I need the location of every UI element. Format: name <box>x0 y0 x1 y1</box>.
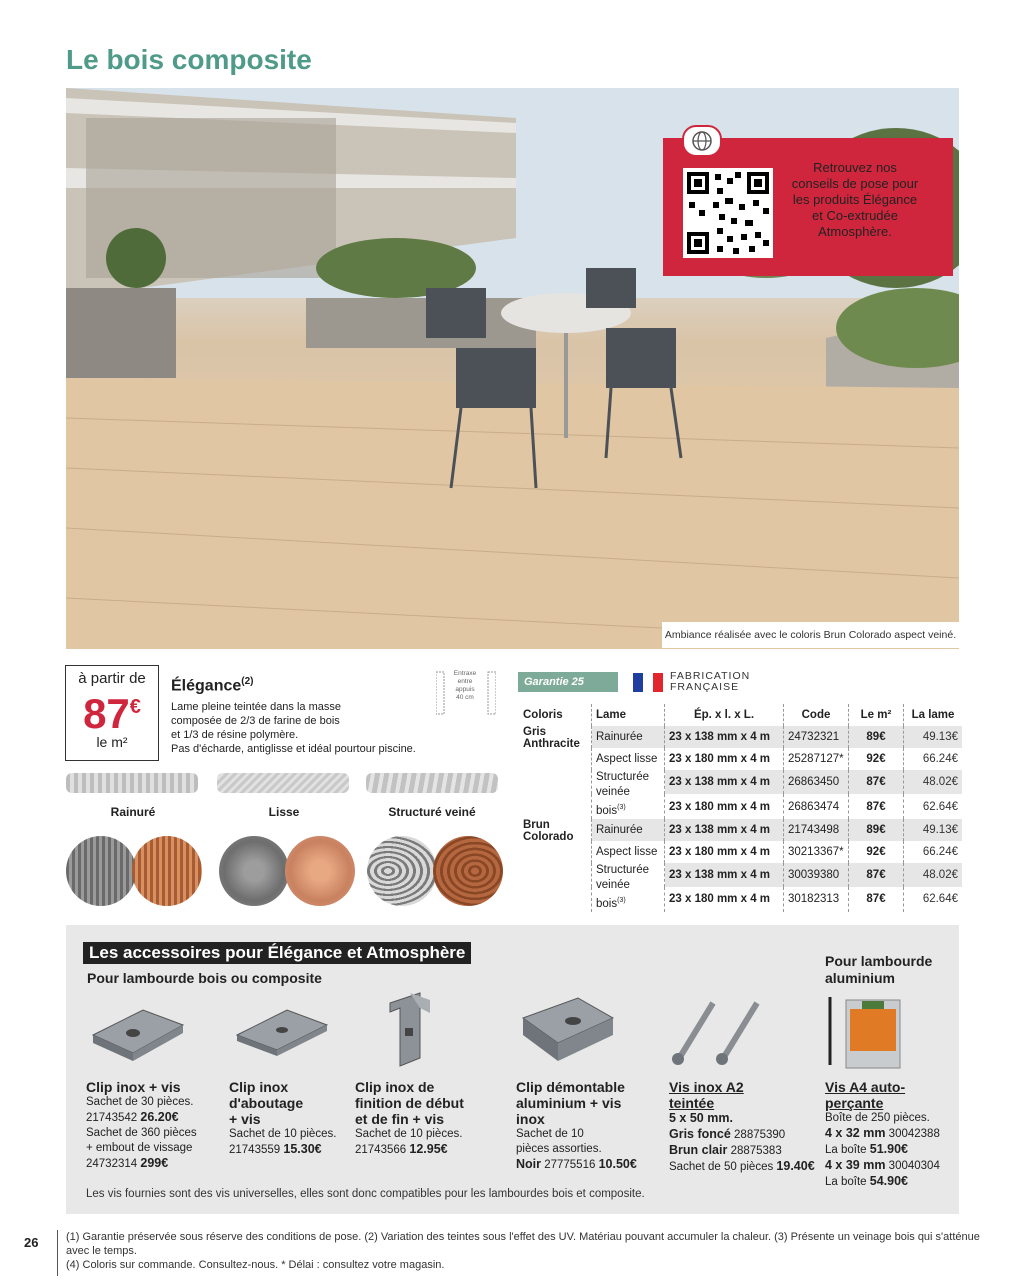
board-rainure <box>66 773 198 793</box>
photo-caption: Ambiance réalisée avec le coloris Brun Colorado aspect veiné. <box>662 622 959 648</box>
swatch-gris-veine <box>367 836 437 906</box>
swatch-gris-lisse <box>219 836 289 906</box>
accessories-note: Les vis fournies sont des vis universelles, elles sont donc compatibles pour les lambourdes bois et composite. <box>86 1188 645 1200</box>
price-box <box>65 665 159 761</box>
swatch-brun-veine <box>433 836 503 906</box>
table-row: Structurée veinée bois$^{(3)}$ 23 x 138 mm x 4 m 30039380 87€ 48.02€ <box>519 863 962 887</box>
accessories-subtitle-alu: Pour lambourde aluminium <box>825 953 933 986</box>
screw-icon <box>668 995 768 1065</box>
accessory-item: Clip démontable aluminium + vis inox Sachet de 10 pièces assorties. Noir 27775516 10.50€ <box>516 1079 637 1171</box>
table-row: 23 x 180 mm x 4 m 26863474 87€ 62.64€ <box>519 794 962 818</box>
screw-box-icon <box>822 995 902 1070</box>
accessory-item: Clip inox d'aboutage + vis Sachet de 10 pièces. 21743559 15.30€ <box>229 1079 337 1156</box>
qr-text: Retrouvez nos conseils de pose pour les produits Élégance et Co-extrudée Atmosphère. <box>791 160 919 239</box>
price-unit: le m² <box>96 734 128 750</box>
swatch-brun-rainure <box>132 836 202 906</box>
table-row: Gris Anthracite Rainurée 23 x 138 mm x 4 m 24732321 89€ 49.13€ <box>519 726 962 748</box>
qr-code[interactable] <box>683 168 773 258</box>
table-row: 23 x 180 mm x 4 m 30182313 87€ 62.64€ <box>519 887 962 911</box>
table-row: Aspect lisse 23 x 180 mm x 4 m 30213367* 92€ 66.24€ <box>519 841 962 863</box>
clip-finition-icon <box>380 988 440 1068</box>
footnotes: (1) Garantie préservée sous réserve des conditions de pose. (2) Variation des teintes sous l'effet des UV. Matériau pouvant accumuler la chaleur. (3) Présente un veinage bois qui s'atténue avec le temps. (4) Coloris sur commande. Consultez-nous. * Délai : consultez votre magasin. <box>66 1231 980 1271</box>
table-row: Aspect lisse 23 x 180 mm x 4 m 25287127* 92€ 66.24€ <box>519 748 962 770</box>
accessory-item: Vis A4 auto-perçante Boîte de 250 pièces. 4 x 32 mm 30042388 La boîte 51.90€ 4 x 39 mm 30040304 La boîte 54.90€ <box>825 1079 940 1188</box>
product-name: Élégance$^{(2)}$ <box>171 676 254 695</box>
fabrication-label: FABRICATION FRANÇAISE <box>670 670 751 693</box>
board-lisse <box>217 773 349 793</box>
entraxe-label: Entraxe entre appuis 40 cm <box>453 670 477 701</box>
finish-label: Structuré veiné <box>388 805 476 819</box>
board-structure <box>366 773 498 793</box>
accessories-title: Les accessoires pour Élégance et Atmosphère <box>83 942 471 964</box>
garantie-badge: Garantie 25 ANS$^{(1)}$ <box>518 672 618 692</box>
table-header-row: Coloris Lame Ép. x l. x L. Code Le m² La lame <box>519 704 962 726</box>
swatch-gris-rainure <box>66 836 136 906</box>
french-flag-icon <box>633 673 663 692</box>
finish-label: Rainuré <box>110 805 156 819</box>
accessory-item: Clip inox de finition de début et de fin + vis Sachet de 10 pièces. 21743566 12.95€ <box>355 1079 464 1156</box>
table-row: Structurée veinée bois$^{(3)}$ 23 x 138 mm x 4 m 26863450 87€ 48.02€ <box>519 770 962 794</box>
spec-table <box>519 704 962 912</box>
page-number: 26 <box>24 1235 39 1250</box>
clip-inox-icon <box>88 995 188 1065</box>
page-title: Le bois composite <box>66 44 312 75</box>
price-value: 87€ <box>83 690 141 737</box>
finish-label: Lisse <box>268 805 300 819</box>
clip-aboutage-icon <box>232 1000 332 1060</box>
table-row: Brun Colorado Rainurée 23 x 138 mm x 4 m 21743498 89€ 49.13€ <box>519 819 962 841</box>
clip-demontable-icon <box>518 993 618 1065</box>
product-description: Lame pleine teintée dans la masse composée de 2/3 de farine de bois et 1/3 de résine polymère. Pas d'écharde, antiglisse et idéal pourtour piscine. <box>171 701 416 755</box>
swatch-brun-lisse <box>285 836 355 906</box>
price-from: à partir de <box>78 670 146 687</box>
accessory-item: Vis inox A2 teintée 5 x 50 mm. Gris foncé 28875390 Brun clair 28875383 Sachet de 50 pièces 19.40€ <box>669 1079 815 1173</box>
accessories-subtitle-wood: Pour lambourde bois ou composite <box>87 970 322 986</box>
footer-divider <box>57 1230 58 1276</box>
accessory-item: Clip inox + vis Sachet de 30 pièces. 21743542 26.20€ Sachet de 360 pièces + embout de vissage 24732314 299€ <box>86 1079 197 1170</box>
globe-icon <box>682 125 722 157</box>
